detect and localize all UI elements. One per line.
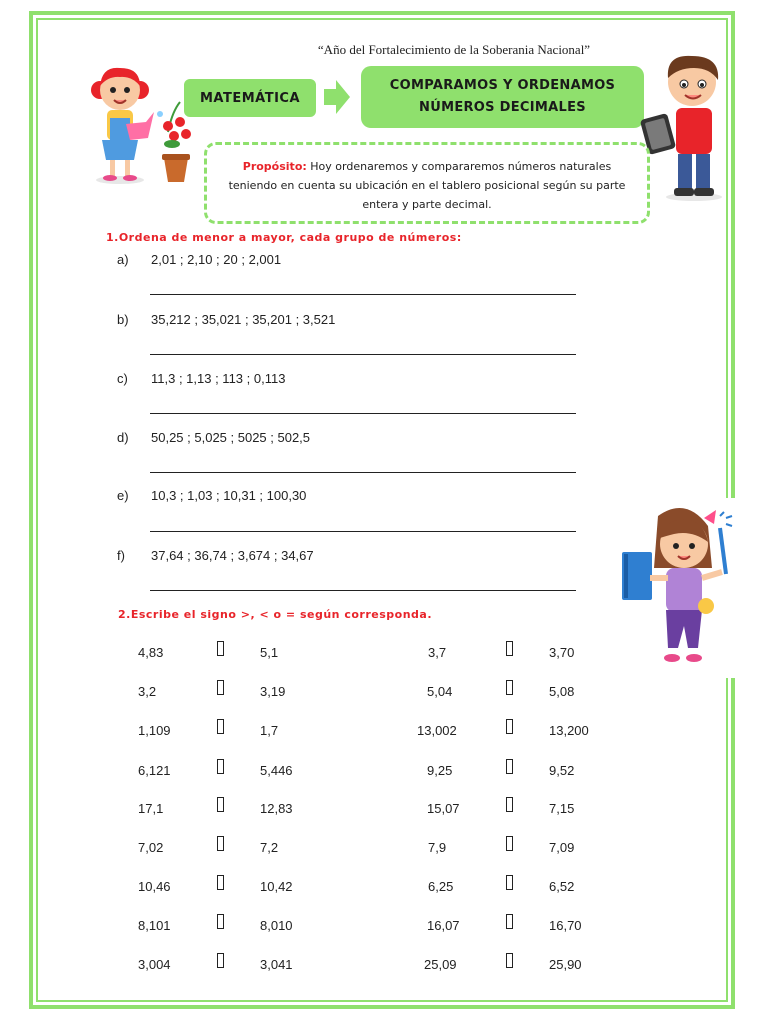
left-number: 16,07 bbox=[427, 918, 460, 933]
boy-with-tablet-illustration bbox=[640, 50, 736, 202]
purpose-line-1: Hoy ordenaremos y compararemos números naturales bbox=[310, 160, 612, 173]
exercise-1-item-letter: c) bbox=[117, 371, 128, 386]
sign-box[interactable] bbox=[506, 797, 513, 812]
left-number: 6,121 bbox=[138, 763, 171, 778]
sign-box[interactable] bbox=[217, 680, 224, 695]
left-number: 15,07 bbox=[427, 801, 460, 816]
left-number: 17,1 bbox=[138, 801, 164, 816]
exercise-1-item-numbers: 10,3 ; 1,03 ; 10,31 ; 100,30 bbox=[151, 488, 307, 503]
left-number: 1,109 bbox=[138, 723, 171, 738]
sign-box[interactable] bbox=[506, 680, 513, 695]
sign-box[interactable] bbox=[506, 875, 513, 890]
right-number: 9,52 bbox=[549, 763, 575, 778]
right-number: 7,2 bbox=[260, 840, 279, 855]
sign-box[interactable] bbox=[506, 836, 513, 851]
left-number: 3,004 bbox=[138, 957, 171, 972]
left-number: 9,25 bbox=[427, 763, 453, 778]
arrow-right-icon bbox=[322, 78, 352, 116]
answer-line[interactable] bbox=[150, 294, 576, 295]
exercise-1-title: 1.Ordena de menor a mayor, cada grupo de números: bbox=[106, 231, 462, 244]
right-number: 3,041 bbox=[260, 957, 293, 972]
subject-label: MATEMÁTICA bbox=[184, 79, 316, 117]
sign-box[interactable] bbox=[217, 797, 224, 812]
left-number: 7,02 bbox=[138, 840, 164, 855]
topic-title bbox=[361, 66, 644, 128]
sign-box[interactable] bbox=[506, 914, 513, 929]
sign-box[interactable] bbox=[217, 759, 224, 774]
left-number: 4,83 bbox=[138, 645, 164, 660]
exercise-1-item-letter: b) bbox=[117, 312, 129, 327]
year-title: “Año del Fortalecimiento de la Soberania Nacional” bbox=[317, 42, 591, 57]
purpose-line-2: teniendo en cuenta su ubicación en el tablero posicional según su parte bbox=[228, 179, 626, 192]
exercise-1-item-letter: a) bbox=[117, 252, 129, 267]
right-number: 3,19 bbox=[260, 684, 286, 699]
exercise-1-item-numbers: 35,212 ; 35,021 ; 35,201 ; 3,521 bbox=[151, 312, 336, 327]
answer-line[interactable] bbox=[150, 590, 576, 591]
right-number: 5,08 bbox=[549, 684, 575, 699]
right-number: 13,200 bbox=[549, 723, 589, 738]
sign-box[interactable] bbox=[506, 641, 513, 656]
sign-box[interactable] bbox=[217, 953, 224, 968]
right-number: 5,1 bbox=[260, 645, 279, 660]
right-number: 12,83 bbox=[260, 801, 293, 816]
sign-box[interactable] bbox=[217, 914, 224, 929]
exercise-1-item-numbers: 37,64 ; 36,74 ; 3,674 ; 34,67 bbox=[151, 548, 314, 563]
right-number: 6,52 bbox=[549, 879, 575, 894]
right-number: 7,09 bbox=[549, 840, 575, 855]
right-number: 10,42 bbox=[260, 879, 293, 894]
exercise-2-title: 2.Escribe el signo >, < o = según corresponda. bbox=[118, 608, 432, 621]
right-number: 1,7 bbox=[260, 723, 279, 738]
exercise-1-item-letter: f) bbox=[117, 548, 125, 563]
sign-box[interactable] bbox=[506, 953, 513, 968]
sign-box[interactable] bbox=[217, 875, 224, 890]
exercise-1-item-numbers: 11,3 ; 1,13 ; 113 ; 0,113 bbox=[151, 371, 286, 386]
sign-box[interactable] bbox=[217, 641, 224, 656]
answer-line[interactable] bbox=[150, 531, 576, 532]
answer-line[interactable] bbox=[150, 472, 576, 473]
sign-box[interactable] bbox=[506, 719, 513, 734]
exercise-1-item-numbers: 50,25 ; 5,025 ; 5025 ; 502,5 bbox=[151, 430, 311, 445]
right-number: 25,90 bbox=[549, 957, 582, 972]
left-number: 3,2 bbox=[138, 684, 157, 699]
exercise-1-item-letter: e) bbox=[117, 488, 129, 503]
answer-line[interactable] bbox=[150, 413, 576, 414]
left-number: 3,7 bbox=[428, 645, 447, 660]
left-number: 25,09 bbox=[424, 957, 457, 972]
left-number: 6,25 bbox=[428, 879, 454, 894]
left-number: 13,002 bbox=[417, 723, 457, 738]
answer-line[interactable] bbox=[150, 354, 576, 355]
right-number: 8,010 bbox=[260, 918, 293, 933]
exercise-1-item-letter: d) bbox=[117, 430, 129, 445]
sign-box[interactable] bbox=[217, 836, 224, 851]
purpose-label: Propósito: bbox=[242, 160, 307, 173]
topic-line-2: NÚMEROS DECIMALES bbox=[419, 100, 586, 115]
topic-line-1: COMPARAMOS Y ORDENAMOS bbox=[389, 78, 616, 93]
sign-box[interactable] bbox=[217, 719, 224, 734]
left-number: 7,9 bbox=[428, 840, 447, 855]
exercise-1-item-numbers: 2,01 ; 2,10 ; 20 ; 2,001 bbox=[151, 252, 282, 267]
right-number: 3,70 bbox=[549, 645, 575, 660]
purpose-box bbox=[204, 142, 650, 224]
right-number: 7,15 bbox=[549, 801, 575, 816]
purpose-line-3: entera y parte decimal. bbox=[362, 198, 492, 211]
right-number: 16,70 bbox=[549, 918, 582, 933]
sign-box[interactable] bbox=[506, 759, 513, 774]
left-number: 5,04 bbox=[427, 684, 453, 699]
left-number: 10,46 bbox=[138, 879, 171, 894]
girl-with-book-illustration bbox=[608, 498, 738, 678]
right-number: 5,446 bbox=[260, 763, 293, 778]
left-number: 8,101 bbox=[138, 918, 171, 933]
